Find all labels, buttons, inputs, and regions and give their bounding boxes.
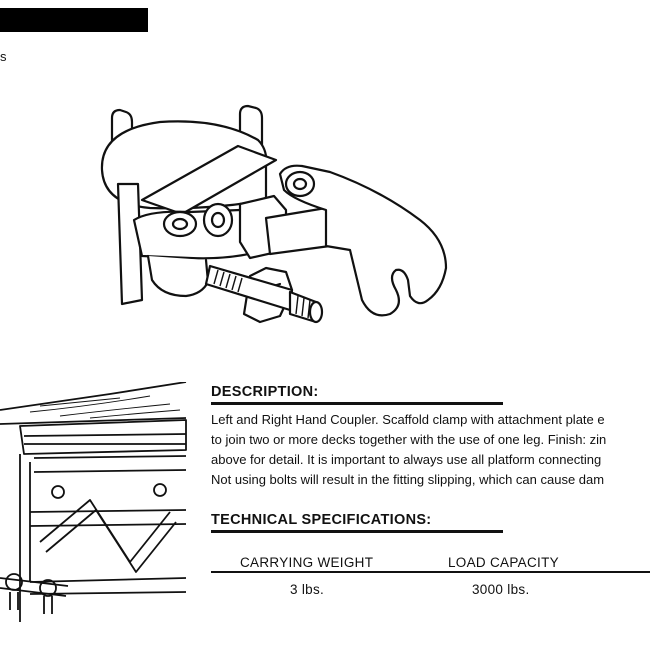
description-line: Not using bolts will result in the fitting slipping, which can cause dam xyxy=(211,472,605,487)
specs-heading: TECHNICAL SPECIFICATIONS: xyxy=(211,512,432,528)
specs-rule xyxy=(211,530,503,533)
spec-value-load-capacity: 3000 lbs. xyxy=(472,582,530,597)
description-line: Left and Right Hand Coupler. Scaffold clamp with attachment plate e xyxy=(211,412,605,427)
redacted-title-bar xyxy=(0,8,148,32)
spec-header-carrying-weight: CARRYING WEIGHT xyxy=(240,555,374,570)
description-heading: DESCRIPTION: xyxy=(211,384,319,400)
spec-value-carrying-weight: 3 lbs. xyxy=(290,582,325,597)
spec-header-load-capacity: LOAD CAPACITY xyxy=(448,555,559,570)
cropped-edge-text: s xyxy=(0,49,7,64)
description-line: to join two or more decks together with the use of one leg. Finish: zin xyxy=(211,432,607,447)
description-body xyxy=(211,410,650,490)
coupler-clamp-illustration xyxy=(90,100,460,350)
deck-connection-illustration xyxy=(0,382,188,632)
description-rule xyxy=(211,402,503,405)
description-line: above for detail. It is important to always use all platform connecting xyxy=(211,452,602,467)
spec-table-rule xyxy=(211,571,650,573)
